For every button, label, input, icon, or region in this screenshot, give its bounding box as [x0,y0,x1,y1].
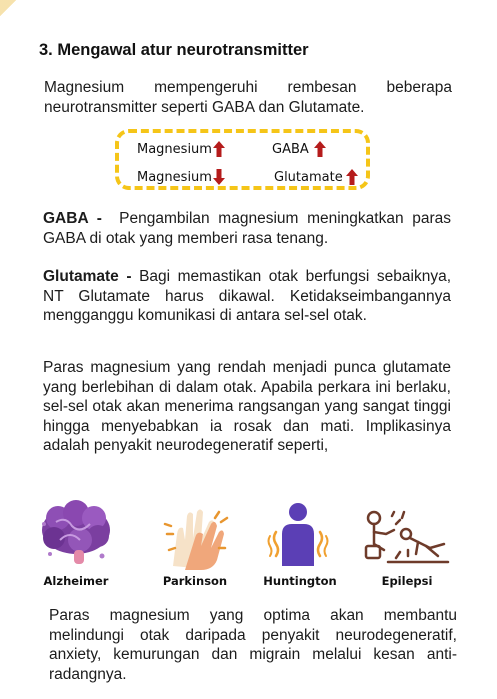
diagram-label: GABA [272,141,309,157]
disease-label: Alzheimer [43,574,109,588]
corner-decoration [0,0,16,16]
up-arrow-icon [346,169,358,185]
down-arrow-icon [213,169,225,185]
glutamate-paragraph [43,267,451,326]
intro-paragraph: Magnesium mempengeruhi rembesan beberapa neurotransmitter seperti GABA dan Glutamate. [44,79,452,116]
diagram-label: Magnesium [137,141,212,157]
diagram-label: Magnesium [137,169,212,185]
gaba-text: Pengambilan magnesium meningkatkan paras GABA di otak yang memberi rasa tenang. [43,210,451,247]
disease-label: Parkinson [162,574,228,588]
diagram-glutamate-up [274,169,358,185]
up-arrow-icon [314,141,326,157]
closing-paragraph: Paras magnesium yang optima akan membantu melindungi otak daripada penyakit neurodegeneratif, anxiety, kemurungan dan migrain melalui kesan anti-radangnya. [49,607,457,683]
gaba-term: GABA - [43,210,102,227]
diagram-magnesium-down [137,169,225,185]
gaba-paragraph [43,209,451,248]
disease-label: Epilepsi [381,574,433,588]
brain-icon [36,500,116,570]
diagram-label: Glutamate [274,169,343,185]
diagram-magnesium-up [137,141,225,157]
glutamate-text: Bagi memastikan otak berfungsi sebaiknya, NT Glutamate harus dikawal. Ketidakseimbangannya mengganggu komunikasi di antara sel-sel otak. [43,268,452,324]
up-arrow-icon [213,141,225,157]
diagram-gaba-up [272,141,326,157]
glutamate-term: Glutamate - [43,268,132,285]
seizure-icon [360,504,450,574]
low-magnesium-paragraph: Paras magnesium yang rendah menjadi punca glutamate yang berlebihan di dalam otak. Apabila perkara ini berlaku, sel-sel otak akan menerima rangsangan yang sangat tinggi hingga menyebabkan ia rosak dan mati. Implikasinya adalah penyakit neurodegeneratif seperti, [43,359,451,454]
person-tremor-icon [258,500,338,570]
shaking-hands-icon [155,504,235,574]
section-heading: 3. Mengawal atur neurotransmitter [39,41,309,59]
disease-label: Huntington [263,574,337,588]
